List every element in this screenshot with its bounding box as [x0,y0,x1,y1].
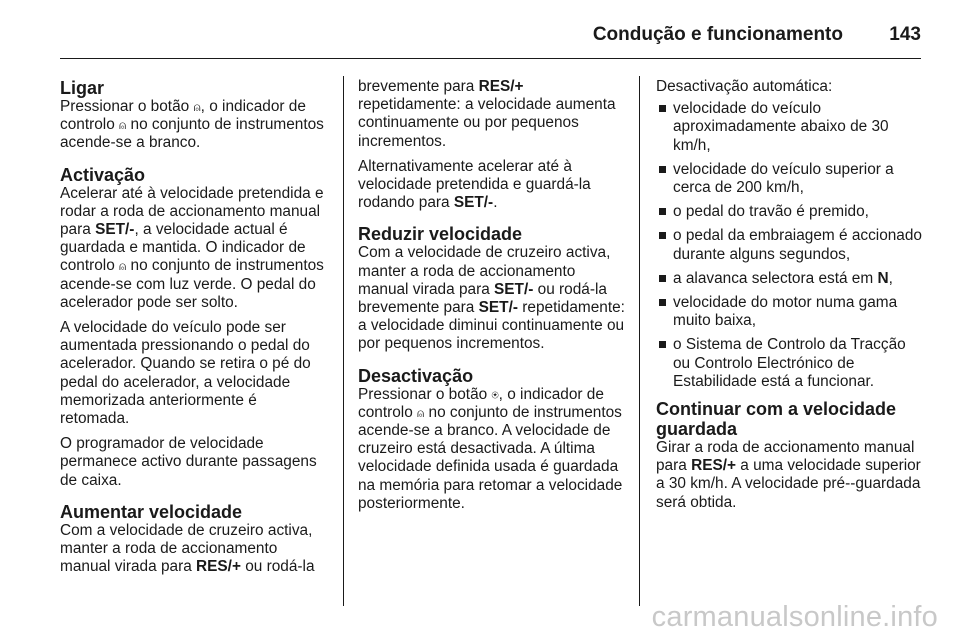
list-item: o pedal do travão é premido, [656,203,924,221]
text-run: a uma velocidade superior a 30 km/h. A velocidade pré--guardada será obtida. [656,457,921,511]
column-divider-2 [639,76,640,606]
text-run: Com a velocidade de cruzeiro activa, manter a roda de accionamento manual virada para [60,521,313,576]
gear-n-label: N [877,269,889,287]
ligar-paragraph [60,98,330,153]
aumentar-paragraph [60,522,330,577]
header-divider [60,58,921,59]
text-run: , a velocidade actual é guardada e mantida. O indicador de controlo [60,221,306,275]
text-run: brevemente para [358,78,479,95]
page-title: Condução e funcionamento [592,24,843,45]
continuar-paragraph [656,439,924,512]
cruise-control-on-icon: ⍝ [119,259,127,274]
text-run: ou rodá-la brevemente para [358,280,607,317]
text-run: no conjunto de instrumentos acende-se com luz verde. O pedal do acelerador pode ser solto. [60,257,324,311]
text-run: Pressionar o botão [358,385,492,403]
alternative-paragraph [358,158,628,213]
text-run: Com a velocidade de cruzeiro activa, manter a roda de accionamento manual virada para [358,244,611,298]
column-divider-1 [343,76,344,606]
section-heading-continuar: Continuar com a velocidade guardada [656,399,897,440]
text-run: no conjunto de instrumentos acende-se a branco. A velocidade de cruzeiro está desactivada. A última velocidade definida usada é guardada na memória para retomar a velocidade posteriormente. [358,403,623,512]
text-run: , o indicador de controlo [358,385,604,421]
res-control-label: RES/+ [478,78,524,95]
text-run: Alternativamente acelerar até à velocidade pretendida e guardá-la rodando para [358,157,591,212]
list-item: o pedal da embraiagem é accionado durante alguns segundos, [656,227,924,263]
section-heading-desactivacao: Desactivação [358,365,474,386]
text-run: Acelerar até à velocidade pretendida e rodar a roda de accionamento manual para [60,184,324,239]
column-1 [60,78,330,583]
activacao-paragraph-3: O programador de velocidade permanece activo durante passagens de caixa. [60,435,317,489]
list-item [656,270,924,288]
text-run: a alavanca selectora está em [673,269,878,287]
cruise-control-off-icon: ⍟ [491,387,499,402]
set-control-label: SET/- [494,280,534,298]
res-control-label: RES/+ [196,558,241,576]
reduzir-paragraph [358,244,628,353]
text-run: no conjunto de instrumentos acende-se a branco. [60,116,324,152]
list-item: velocidade do veículo aproximadamente abaixo de 30 km/h, [656,100,924,155]
text-run: repetidamente: a velocidade aumenta continuamente ou por pequenos incrementos. [358,96,616,150]
auto-deactivation-list [656,100,924,391]
res-control-label: RES/+ [691,457,737,475]
set-control-label: SET/- [453,194,494,212]
activacao-paragraph-1 [60,185,330,312]
auto-deactivation-intro: Desactivação automática: [656,78,833,95]
aumentar-continuation [358,78,628,151]
text-run: . [493,194,498,212]
section-heading-ligar: Ligar [60,78,105,98]
watermark: carmanualsonline.info [651,601,938,633]
section-heading-aumentar: Aumentar velocidade [60,501,243,522]
cruise-control-on-icon: ⍝ [119,118,127,133]
text-run: ou rodá-la [240,558,315,576]
column-3 [656,78,924,519]
page-header [60,18,921,60]
list-item: velocidade do veículo superior a cerca de 200 km/h, [656,161,924,197]
cruise-control-on-icon: ⍝ [193,100,201,114]
list-item: o Sistema de Controlo da Tracção ou Controlo Electrónico de Estabilidade está a funcionar. [656,336,924,391]
list-item: velocidade do motor numa gama muito baixa, [656,294,924,330]
activacao-paragraph-2: A velocidade do veículo pode ser aumentada pressionando o pedal do acelerador. Quando se retira o pé do pedal do acelerador, a velocidade memorizada anteriormente é retomada. [60,319,311,428]
page-number: 143 [889,24,921,45]
section-heading-activacao: Activação [60,164,146,185]
section-heading-reduzir: Reduzir velocidade [358,224,523,245]
set-control-label: SET/- [478,299,518,317]
column-2 [358,78,628,520]
text-run: , o indicador de controlo [60,98,306,134]
text-run: Pressionar o botão [60,98,194,115]
set-control-label: SET/- [95,221,135,239]
text-run: Girar a roda de accionamento manual para [656,439,915,475]
text-run: repetidamente: a velocidade diminui continuamente ou por pequenos incrementos. [358,299,625,353]
cruise-control-on-icon: ⍝ [417,405,425,420]
desactivacao-paragraph [358,386,628,513]
text-run: , [888,269,893,287]
